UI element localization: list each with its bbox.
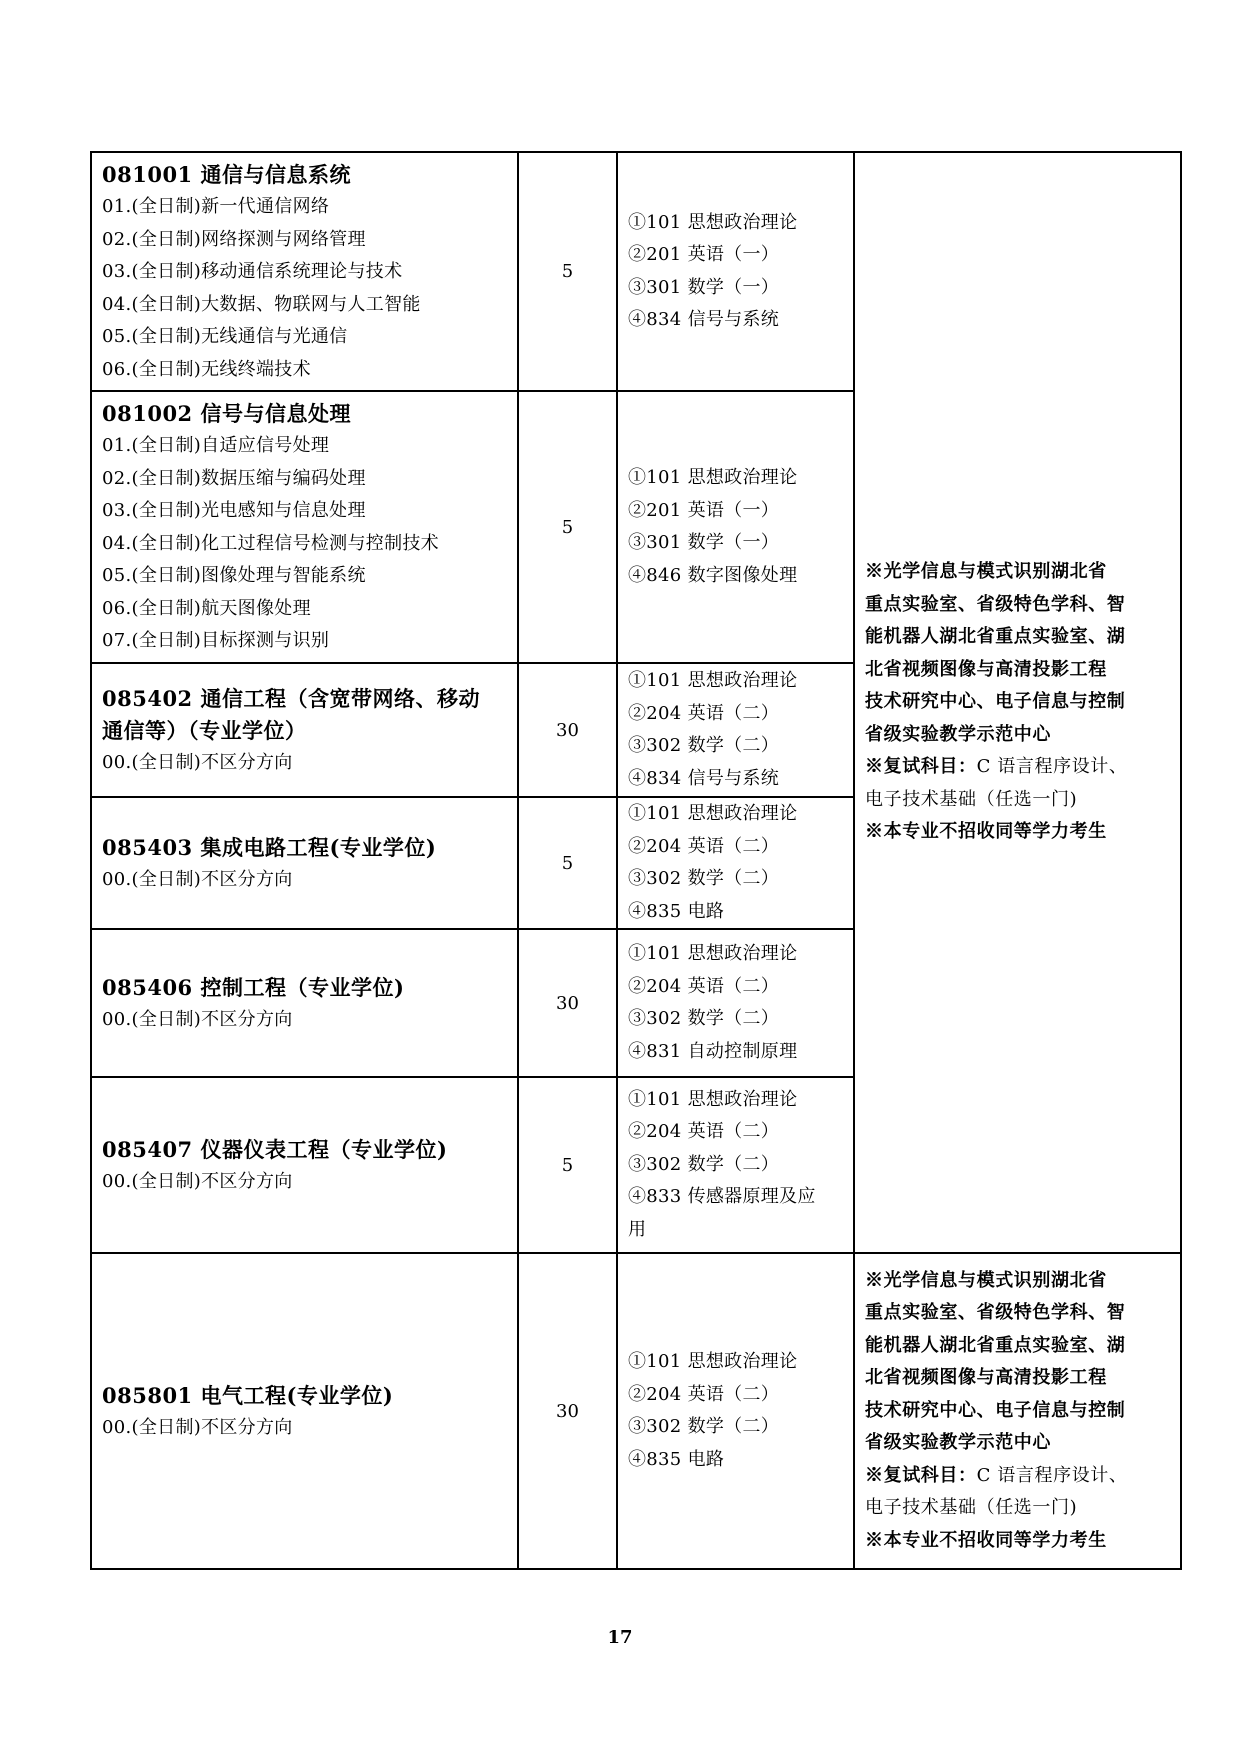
direction-item: 04.(全日制)大数据、物联网与人工智能 xyxy=(102,293,421,315)
retest-note xyxy=(865,1460,1170,1493)
note-line: 能机器人湖北省重点实验室、湖 xyxy=(865,626,1126,648)
retest-label: ※复试科目： xyxy=(865,756,977,778)
table-row xyxy=(91,1253,1181,1569)
retest-text: C 语言程序设计、 xyxy=(976,1464,1128,1486)
enrollment-count: 30 xyxy=(518,929,617,1077)
notes-cell xyxy=(854,152,1181,1253)
major-title: 085403 集成电路工程(专业学位) xyxy=(102,834,437,860)
direction-item: 02.(全日制)数据压缩与编码处理 xyxy=(102,467,366,489)
major-name: 信号与信息处理 xyxy=(200,401,351,427)
retest-label: ※复试科目： xyxy=(865,1464,977,1486)
direction-item: 07.(全日制)目标探测与识别 xyxy=(102,630,330,652)
direction-item: 00.(全日制)不区分方向 xyxy=(102,751,293,773)
exam-subjects xyxy=(617,391,854,663)
exam-item: ②204 英语（二） xyxy=(628,1121,780,1143)
direction-item: 00.(全日制)不区分方向 xyxy=(102,868,293,890)
exam-item: ④831 自动控制原理 xyxy=(628,1040,798,1062)
enrollment-count: 5 xyxy=(518,797,617,929)
major-cell xyxy=(91,797,518,929)
exam-item: ③302 数学（二） xyxy=(628,1153,780,1175)
exam-item: ④833 传感器原理及应 xyxy=(628,1186,816,1208)
exam-item: ②204 英语（二） xyxy=(628,702,780,724)
note-line: 重点实验室、省级特色学科、智 xyxy=(865,1302,1126,1324)
exam-item: ①101 思想政治理论 xyxy=(628,670,798,691)
exam-item: ①101 思想政治理论 xyxy=(628,211,798,233)
note-line: 重点实验室、省级特色学科、智 xyxy=(865,593,1126,615)
major-cell xyxy=(91,663,518,797)
note-line: 能机器人湖北省重点实验室、湖 xyxy=(865,1334,1126,1356)
major-title: 085801 电气工程(专业学位) xyxy=(102,1382,394,1408)
exam-item: ②201 英语（一） xyxy=(628,499,780,521)
note-line: 技术研究中心、电子信息与控制 xyxy=(865,1399,1126,1421)
exam-item: ③302 数学（二） xyxy=(628,868,780,889)
direction-item: 00.(全日制)不区分方向 xyxy=(102,1416,293,1438)
direction-item: 00.(全日制)不区分方向 xyxy=(102,1008,293,1030)
note-line: 省级实验教学示范中心 xyxy=(865,723,1051,745)
exam-subjects xyxy=(617,663,854,797)
exam-item: ③302 数学（二） xyxy=(628,1008,780,1029)
direction-item: 03.(全日制)光电感知与信息处理 xyxy=(102,500,366,522)
enrollment-count: 5 xyxy=(518,152,617,391)
major-title: 085407 仪器仪表工程（专业学位) xyxy=(102,1136,448,1162)
major-title xyxy=(102,398,509,430)
major-code: 081001 xyxy=(102,162,193,187)
enrollment-count: 5 xyxy=(518,391,617,663)
major-title: 085402 通信工程（含宽带网络、移动 xyxy=(102,685,480,711)
direction-item: 05.(全日制)无线通信与光通信 xyxy=(102,326,348,347)
exam-item: ③301 数学（一） xyxy=(628,276,780,298)
major-title: 085406 控制工程（专业学位) xyxy=(102,974,405,1000)
note-line: ※光学信息与模式识别湖北省 xyxy=(865,561,1107,583)
direction-item: 05.(全日制)图像处理与智能系统 xyxy=(102,565,366,587)
retest-text: C 语言程序设计、 xyxy=(976,756,1128,778)
major-name: 通信与信息系统 xyxy=(200,162,351,187)
major-title-cont: 通信等）（专业学位） xyxy=(102,717,307,743)
notes-cell xyxy=(854,1253,1181,1569)
exam-item: ②204 英语（二） xyxy=(628,1383,780,1405)
exam-item: ①101 思想政治理论 xyxy=(628,1351,798,1372)
exam-item: ④835 电路 xyxy=(628,1448,725,1470)
exam-item: ④835 电路 xyxy=(628,900,725,922)
direction-item: 03.(全日制)移动通信系统理论与技术 xyxy=(102,261,403,282)
exam-subjects xyxy=(617,929,854,1077)
major-code: 081002 xyxy=(102,401,193,427)
direction-item: 06.(全日制)无线终端技术 xyxy=(102,358,311,380)
enrollment-count: 30 xyxy=(518,663,617,797)
exam-item: ②204 英语（二） xyxy=(628,975,780,997)
major-cell xyxy=(91,1077,518,1253)
exam-item: ④834 信号与系统 xyxy=(628,767,780,789)
exam-item: ①101 思想政治理论 xyxy=(628,943,798,964)
major-title xyxy=(102,159,509,191)
exam-item: ③302 数学（二） xyxy=(628,1416,780,1437)
enrollment-table xyxy=(90,151,1182,1570)
retest-note-cont: 电子技术基础（任选一门) xyxy=(865,788,1078,810)
exam-subjects xyxy=(617,1253,854,1569)
note-line: 北省视频图像与高清投影工程 xyxy=(865,658,1107,680)
exam-item: ①101 思想政治理论 xyxy=(628,1088,798,1110)
exam-item: ④834 信号与系统 xyxy=(628,309,780,330)
retest-note xyxy=(865,751,1170,784)
direction-item: 01.(全日制)新一代通信网络 xyxy=(102,196,330,217)
exam-subjects xyxy=(617,152,854,391)
exam-item: ①101 思想政治理论 xyxy=(628,803,798,824)
direction-item: 06.(全日制)航天图像处理 xyxy=(102,597,311,619)
major-cell xyxy=(91,1253,518,1569)
note-line: ※光学信息与模式识别湖北省 xyxy=(865,1269,1107,1291)
enrollment-count: 30 xyxy=(518,1253,617,1569)
exam-subjects xyxy=(617,797,854,929)
retest-note-cont: 电子技术基础（任选一门) xyxy=(865,1497,1078,1519)
exam-item: ②201 英语（一） xyxy=(628,244,780,265)
exam-item: ③302 数学（二） xyxy=(628,735,780,756)
exam-item: ②204 英语（二） xyxy=(628,835,780,857)
direction-item: 04.(全日制)化工过程信号检测与控制技术 xyxy=(102,532,439,554)
major-cell xyxy=(91,152,518,391)
page-number: 17 xyxy=(607,1627,633,1648)
direction-item: 01.(全日制)自适应信号处理 xyxy=(102,435,330,457)
direction-item: 00.(全日制)不区分方向 xyxy=(102,1170,293,1192)
exam-subjects xyxy=(617,1077,854,1253)
enrollment-count: 5 xyxy=(518,1077,617,1253)
note-line: 技术研究中心、电子信息与控制 xyxy=(865,691,1126,713)
table-row xyxy=(91,152,1181,391)
exam-item-cont: 用 xyxy=(628,1218,647,1240)
direction-item: 02.(全日制)网络探测与网络管理 xyxy=(102,228,366,250)
major-cell xyxy=(91,391,518,663)
exam-item: ①101 思想政治理论 xyxy=(628,467,798,488)
no-equivalent-note: ※本专业不招收同等学力考生 xyxy=(865,821,1107,843)
note-line: 北省视频图像与高清投影工程 xyxy=(865,1367,1107,1389)
major-cell xyxy=(91,929,518,1077)
note-line: 省级实验教学示范中心 xyxy=(865,1432,1051,1454)
exam-item: ③301 数学（一） xyxy=(628,532,780,553)
no-equivalent-note: ※本专业不招收同等学力考生 xyxy=(865,1529,1107,1551)
exam-item: ④846 数字图像处理 xyxy=(628,564,798,586)
